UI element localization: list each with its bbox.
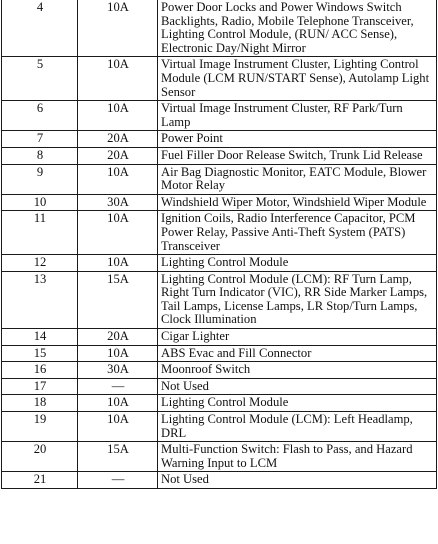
fuse-table-body	[2, 0, 437, 489]
circuit-description-cell: Moonroof Switch	[158, 362, 437, 379]
fuse-number-cell: 11	[2, 211, 78, 255]
circuit-description-cell: Not Used	[158, 378, 437, 395]
circuit-description-cell: Ignition Coils, Radio Interference Capacitor, PCM Power Relay, Passive Anti-Theft System (PATS) Transceiver	[158, 211, 437, 255]
fuse-table	[1, 0, 437, 489]
circuit-description-cell: Power Point	[158, 131, 437, 148]
amperage-cell: 10A	[78, 255, 158, 272]
amperage-cell: 10A	[78, 101, 158, 131]
fuse-number-cell: 13	[2, 271, 78, 328]
circuit-description-cell: Lighting Control Module (LCM): Left Headlamp, DRL	[158, 412, 437, 442]
amperage-cell: 10A	[78, 211, 158, 255]
circuit-description-cell: Virtual Image Instrument Cluster, Lighting Control Module (LCM RUN/START Sense), Autolamp Light Sensor	[158, 57, 437, 101]
amperage-cell: 10A	[78, 57, 158, 101]
fuse-number-cell: 21	[2, 472, 78, 489]
circuit-description-cell: Lighting Control Module (LCM): RF Turn Lamp, Right Turn Indicator (VIC), RR Side Marker Lamps, Tail Lamps, License Lamps, LR Stop/Turn Lamps, Clock Illumination	[158, 271, 437, 328]
circuit-description-cell: Lighting Control Module	[158, 255, 437, 272]
amperage-cell: 20A	[78, 329, 158, 346]
table-row	[2, 329, 437, 346]
fuse-number-cell: 4	[2, 0, 78, 57]
table-row	[2, 101, 437, 131]
table-row	[2, 395, 437, 412]
amperage-cell: 10A	[78, 0, 158, 57]
amperage-cell: 10A	[78, 412, 158, 442]
amperage-cell: —	[78, 378, 158, 395]
amperage-cell: 10A	[78, 164, 158, 194]
amperage-cell: 10A	[78, 345, 158, 362]
circuit-description-cell: ABS Evac and Fill Connector	[158, 345, 437, 362]
table-row	[2, 255, 437, 272]
table-row	[2, 345, 437, 362]
table-row	[2, 131, 437, 148]
amperage-cell: 15A	[78, 271, 158, 328]
circuit-description-cell: Power Door Locks and Power Windows Switch Backlights, Radio, Mobile Telephone Transceiver, Lighting Control Module, (RUN/ ACC Sense), Electronic Day/Night Mirror	[158, 0, 437, 57]
circuit-description-cell: Multi-Function Switch: Flash to Pass, and Hazard Warning Input to LCM	[158, 442, 437, 472]
table-row	[2, 362, 437, 379]
table-row	[2, 378, 437, 395]
table-row	[2, 194, 437, 211]
table-row	[2, 0, 437, 57]
fuse-number-cell: 15	[2, 345, 78, 362]
fuse-number-cell: 19	[2, 412, 78, 442]
fuse-number-cell: 12	[2, 255, 78, 272]
table-row	[2, 412, 437, 442]
fuse-number-cell: 18	[2, 395, 78, 412]
fuse-number-cell: 8	[2, 147, 78, 164]
amperage-cell: 15A	[78, 442, 158, 472]
fuse-number-cell: 7	[2, 131, 78, 148]
circuit-description-cell: Cigar Lighter	[158, 329, 437, 346]
fuse-number-cell: 20	[2, 442, 78, 472]
table-row	[2, 271, 437, 328]
table-row	[2, 472, 437, 489]
amperage-cell: 30A	[78, 362, 158, 379]
circuit-description-cell: Air Bag Diagnostic Monitor, EATC Module, Blower Motor Relay	[158, 164, 437, 194]
table-row	[2, 147, 437, 164]
circuit-description-cell: Fuel Filler Door Release Switch, Trunk Lid Release	[158, 147, 437, 164]
fuse-number-cell: 17	[2, 378, 78, 395]
circuit-description-cell: Not Used	[158, 472, 437, 489]
table-row	[2, 164, 437, 194]
circuit-description-cell: Lighting Control Module	[158, 395, 437, 412]
table-row	[2, 442, 437, 472]
fuse-number-cell: 5	[2, 57, 78, 101]
circuit-description-cell: Windshield Wiper Motor, Windshield Wiper Module	[158, 194, 437, 211]
amperage-cell: 30A	[78, 194, 158, 211]
fuse-number-cell: 9	[2, 164, 78, 194]
fuse-number-cell: 16	[2, 362, 78, 379]
amperage-cell: —	[78, 472, 158, 489]
amperage-cell: 20A	[78, 147, 158, 164]
circuit-description-cell: Virtual Image Instrument Cluster, RF Park/Turn Lamp	[158, 101, 437, 131]
amperage-cell: 10A	[78, 395, 158, 412]
fuse-number-cell: 14	[2, 329, 78, 346]
fuse-number-cell: 10	[2, 194, 78, 211]
table-row	[2, 57, 437, 101]
amperage-cell: 20A	[78, 131, 158, 148]
table-row	[2, 211, 437, 255]
fuse-number-cell: 6	[2, 101, 78, 131]
